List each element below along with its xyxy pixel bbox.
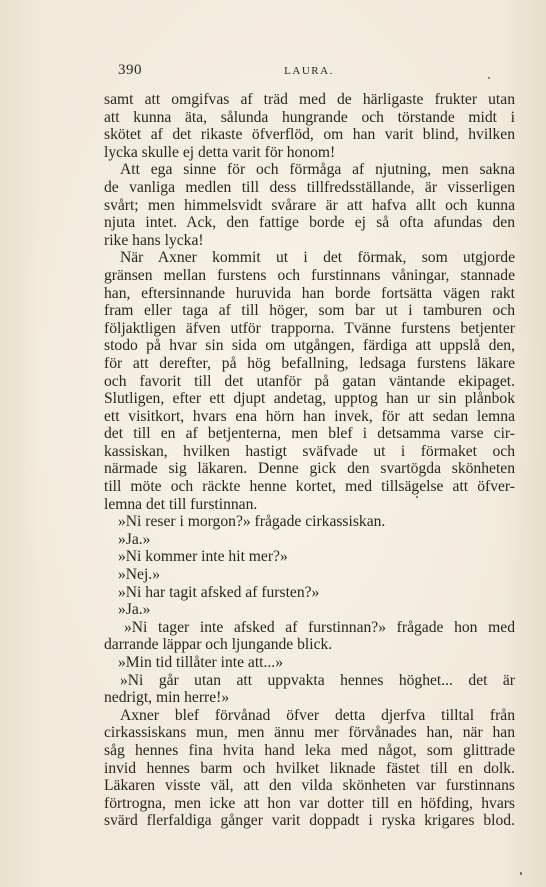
text-line: lemna det till furstinnan. (104, 495, 258, 513)
dialogue-line: »Nej.» (118, 566, 161, 584)
running-title: LAURA. (284, 65, 334, 77)
text-line: cirkassiskans mun, men ännu mer förvånades han, när han (104, 724, 515, 742)
text-line: Slutligen, efter ett djupt andetag, upptog han ur sin plånbok (104, 390, 515, 408)
page-header (104, 62, 514, 82)
text-line: När Axner kommit ut i det förmak, som utgjorde (120, 249, 515, 267)
text-line: det till en af betjenterna, men blef i detsamma varse cir- (104, 425, 515, 443)
text-line: nedrigt, min herre!» (104, 689, 230, 707)
dialogue-line: »Ni tager inte afsked af furstinnan?» frågade hon med (124, 618, 515, 636)
dialogue-line: »Ja.» (118, 601, 151, 619)
paper-speck (520, 872, 522, 875)
text-line: Axner blef förvånad öfver detta djerfva tilltal från (120, 706, 515, 724)
text-line: och favorit till det utanför på gatan väntande ekipaget. (104, 372, 515, 390)
dialogue-line: »Min tid tillåter inte att...» (118, 654, 284, 671)
text-line: invid hennes barm och hvilket liknade fästet till en dolk. (104, 759, 515, 777)
text-line: de vanliga medlen till dess tillfredsställande, är visserligen (104, 178, 515, 196)
text-line: han, eftersinnande huruvida han borde fortsätta vägen rakt (104, 284, 515, 302)
paper-speck (488, 77, 490, 79)
text-line: samt att omgifvas af träd med de härligaste frukter utan (104, 91, 515, 108)
text-line: Läkaren visste väl, att den vilda skönheten var furstinnans (104, 777, 515, 795)
text-line: skötet af det rikaste öfverflöd, om han varit blind, hvilken (104, 126, 515, 144)
text-line: lycka skulle ej detta varit för honom! (104, 143, 336, 161)
text-line: Att ega sinne för och förmåga af njutning, men sakna (120, 161, 515, 179)
text-line: att kunna äta, sålunda hungrande och törstande midt i (104, 108, 515, 126)
text-line: rike hans lycka! (104, 231, 204, 249)
dialogue-line: »Ni har tagit afsked af fursten?» (118, 583, 320, 601)
text-line: kassiskan, hvilken hastigt sväfvade ut i förmaket och (104, 442, 515, 460)
text-line: gränsen mellan furstens och furstinnans våningar, stannade (104, 266, 515, 284)
text-line: svärd flerfaldiga gånger varit doppadt i ryska krigares blod. (104, 812, 515, 830)
text-line: för att derefter, på hög befallning, ledsaga furstens läkare (104, 354, 515, 372)
text-line: följaktligen äfven utför trapporna. Tvänne furstens betjenter (104, 319, 515, 337)
text-line: ett visitkort, hvars ena hörn han invek, för att sedan lemna (104, 407, 515, 425)
text-line: darrande läppar och ljungande blick. (104, 636, 333, 654)
text-line: till möte och räckte henne kortet, med tillsägelse att öfver- (104, 478, 515, 496)
page-number: 390 (118, 62, 142, 78)
text-line: svårt; men himmelsvidt svårare är att hafva allt och kunna (104, 196, 515, 214)
body-text (104, 91, 515, 830)
text-line: närmade sig läkaren. Denne gick den svartögda skönheten (104, 460, 515, 478)
text-line: fram eller taga af till höger, som bar ut i tamburen och (104, 302, 515, 320)
text-line: förtrogna, men icke att hon var dotter till en höfding, hvars (104, 794, 515, 812)
dialogue-line: »Ni kommer inte hit mer?» (118, 548, 288, 566)
dialogue-line: »Ja.» (118, 530, 151, 548)
text-line: såg hennes fina hvita hand leka med något, som glittrade (104, 741, 515, 759)
text-line: njuta intet. Ack, den fattige borde ej så ofta afundas den (104, 214, 515, 232)
text-line: stodo på hvar sin sida om utgången, färdiga att uppslå den, (104, 337, 515, 355)
paper-speck (416, 496, 418, 498)
dialogue-line: »Ni reser i morgon?» frågade cirkassiskan. (118, 513, 386, 531)
dialogue-line: »Ni går utan att uppvakta hennes höghet... det är (120, 671, 515, 689)
